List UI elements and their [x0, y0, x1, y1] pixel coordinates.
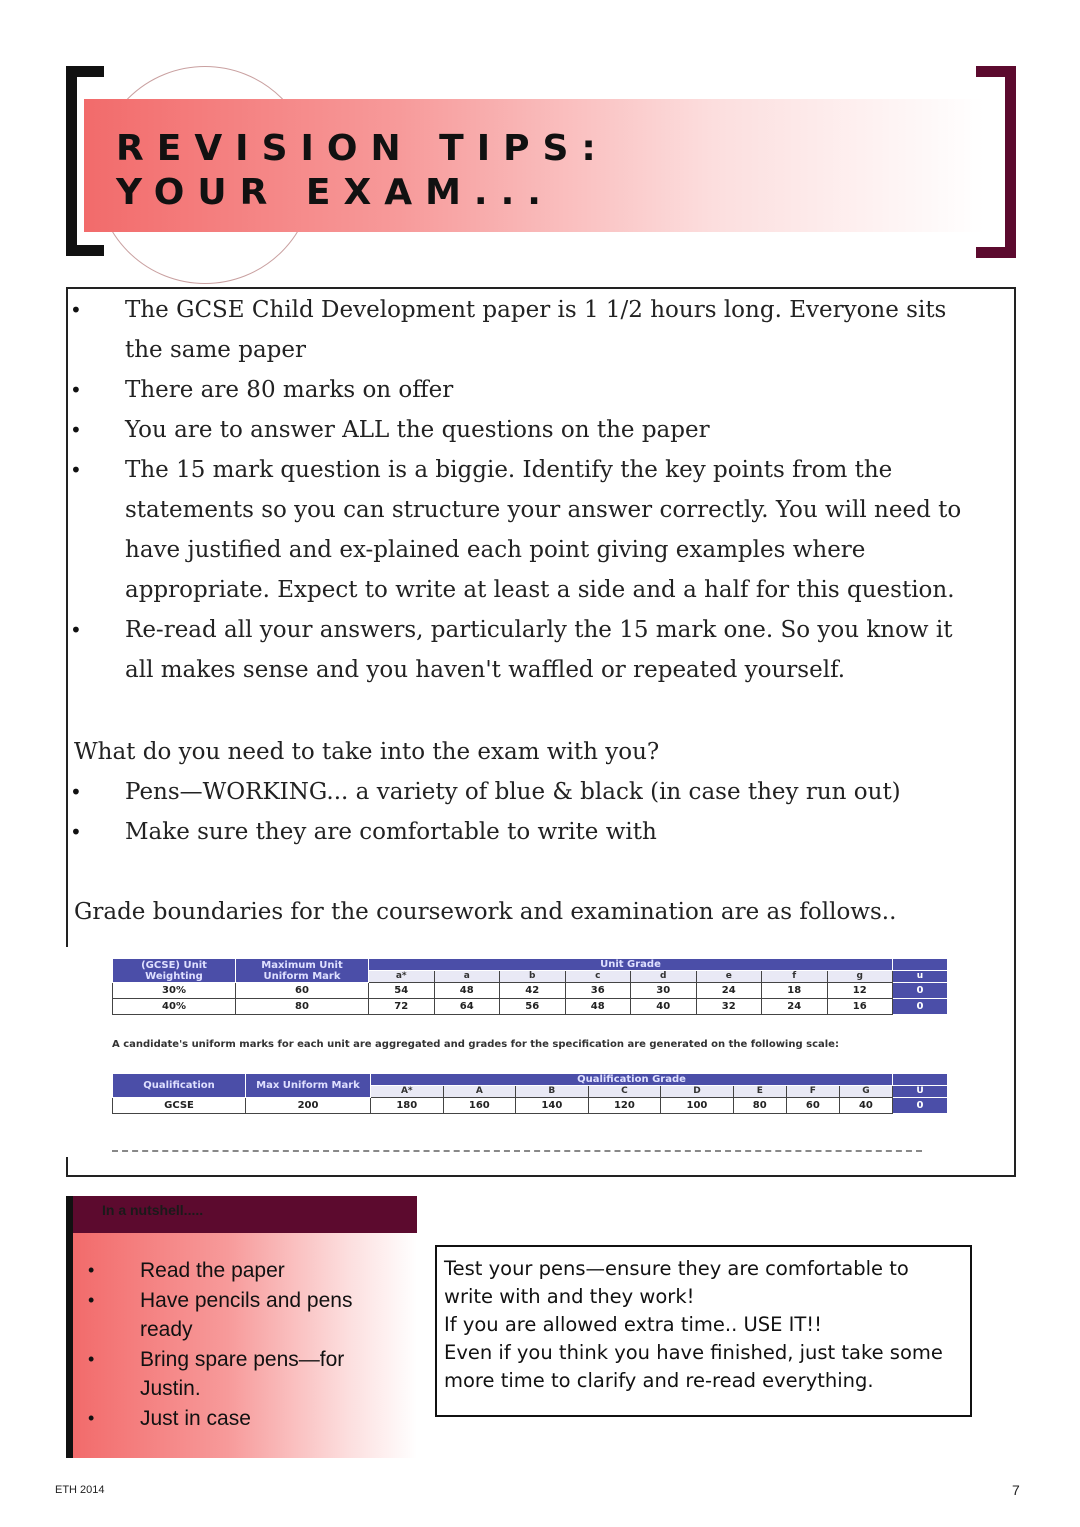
grade-header: u [893, 971, 948, 983]
table-cell: 80 [733, 1098, 786, 1114]
table-cell: 40% [113, 999, 236, 1015]
table-header: Maximum Unit Uniform Mark [236, 959, 369, 983]
left-bracket-decoration [66, 66, 104, 256]
table-cell: 32 [696, 999, 762, 1015]
grade-header: B [516, 1086, 589, 1098]
grade-header: c [565, 971, 631, 983]
table-cell: 30% [113, 983, 236, 999]
page-title-line-1: REVISION TIPS: [116, 128, 609, 169]
advice-line: Test your pens—ensure they are comfortable to write with and they work! [444, 1257, 909, 1308]
grade-header: g [827, 971, 893, 983]
scale-note: A candidate's uniform marks for each unit are aggregated and grades for the specification are generated on the following scale: [112, 1039, 839, 1050]
table-cell: 160 [443, 1098, 516, 1114]
nutshell-side-bar [66, 1196, 73, 1458]
list-item: • Make sure they are comfortable to write with [0, 812, 1000, 852]
grade-header: A* [371, 1086, 444, 1098]
pens-advice-box [435, 1245, 972, 1417]
table-cell: 64 [434, 999, 500, 1015]
table-cell: 40 [631, 999, 697, 1015]
table-cell: 0 [893, 999, 948, 1015]
grade-header: F [786, 1086, 839, 1098]
table-cell: 54 [369, 983, 435, 999]
table-row [113, 1098, 948, 1114]
nutshell-title: In a nutshell..... [102, 1202, 204, 1218]
table-cell: 140 [516, 1098, 589, 1114]
grade-header: U [893, 1086, 948, 1098]
unit-grade-table [112, 958, 948, 1015]
table-cell: 0 [893, 983, 948, 999]
table-cell: 36 [565, 983, 631, 999]
table-cell: 30 [631, 983, 697, 999]
grade-header: D [661, 1086, 734, 1098]
nutshell-list [84, 1256, 360, 1433]
grade-header: C [588, 1086, 661, 1098]
table-cell: 18 [762, 983, 828, 999]
list-item: • You are to answer ALL the questions on the paper [0, 410, 1010, 450]
grade-header: a [434, 971, 500, 983]
table-cell: 42 [500, 983, 566, 999]
grade-header: d [631, 971, 697, 983]
table-cell: 72 [369, 999, 435, 1015]
list-item: • The GCSE Child Development paper is 1 1/2 hours long. Everyone sits the same paper [0, 290, 1010, 370]
table-cell: GCSE [113, 1098, 246, 1114]
table-header: (GCSE) Unit Weighting [113, 959, 236, 983]
list-item: • The 15 mark question is a biggie. Identify the key points from the statements so you can structure your answer correctly. You will need to have justified and ex-plained each point giving examples where appropriate. Expect to write at least a side and a half for this question. [0, 450, 1010, 610]
page-number: 7 [1012, 1482, 1020, 1498]
exam-tips-list [0, 290, 1010, 690]
table-cell: 0 [893, 1098, 948, 1114]
bring-question: What do you need to take into the exam with you? [74, 739, 660, 765]
table-cell: 40 [839, 1098, 892, 1114]
table-cell: 120 [588, 1098, 661, 1114]
bring-list [0, 772, 1000, 852]
table-group-header: Unit Grade [369, 959, 893, 971]
grade-header: A [443, 1086, 516, 1098]
table-cell: 16 [827, 999, 893, 1015]
right-bracket-decoration [976, 66, 1016, 258]
table-cell: 24 [696, 983, 762, 999]
table-cell: 200 [246, 1098, 371, 1114]
table-cell: 24 [762, 999, 828, 1015]
grade-header: G [839, 1086, 892, 1098]
footer-credit: ETH 2014 [55, 1484, 105, 1496]
table-cell: 12 [827, 983, 893, 999]
list-item: • Pens—WORKING... a variety of blue & black (in case they run out) [0, 772, 1000, 812]
table-cell: 60 [786, 1098, 839, 1114]
list-item: • Bring spare pens—for Justin. [84, 1345, 360, 1404]
qualification-grade-table [112, 1073, 948, 1114]
grade-header: a* [369, 971, 435, 983]
page-title-line-2: YOUR EXAM... [116, 172, 554, 213]
list-item: • Just in case [84, 1404, 360, 1434]
table-group-header: Qualification Grade [371, 1074, 893, 1086]
table-cell: 100 [661, 1098, 734, 1114]
grade-boundaries-intro: Grade boundaries for the coursework and examination are as follows.. [74, 899, 897, 925]
cropped-text-remnant [112, 1150, 922, 1152]
grade-header: e [696, 971, 762, 983]
table-cell: 60 [236, 983, 369, 999]
table-cell: 48 [434, 983, 500, 999]
list-item: • Read the paper [84, 1256, 360, 1286]
list-item: • Have pencils and pens ready [84, 1286, 360, 1345]
table-cell: 80 [236, 999, 369, 1015]
advice-line: Even if you think you have finished, just take some more time to clarify and re-read everything. [444, 1341, 943, 1392]
table-row [113, 983, 948, 999]
table-header: Qualification [113, 1074, 246, 1098]
grade-header: E [733, 1086, 786, 1098]
table-cell: 180 [371, 1098, 444, 1114]
table-row [113, 999, 948, 1015]
grade-header: f [762, 971, 828, 983]
grade-header: b [500, 971, 566, 983]
table-cell: 56 [500, 999, 566, 1015]
list-item: • Re-read all your answers, particularly the 15 mark one. So you know it all makes sense and you haven't waffled or repeated yourself. [0, 610, 1010, 690]
advice-line: If you are allowed extra time.. USE IT!! [444, 1313, 822, 1336]
table-cell: 48 [565, 999, 631, 1015]
table-header: Max Uniform Mark [246, 1074, 371, 1098]
list-item: • There are 80 marks on offer [0, 370, 1010, 410]
